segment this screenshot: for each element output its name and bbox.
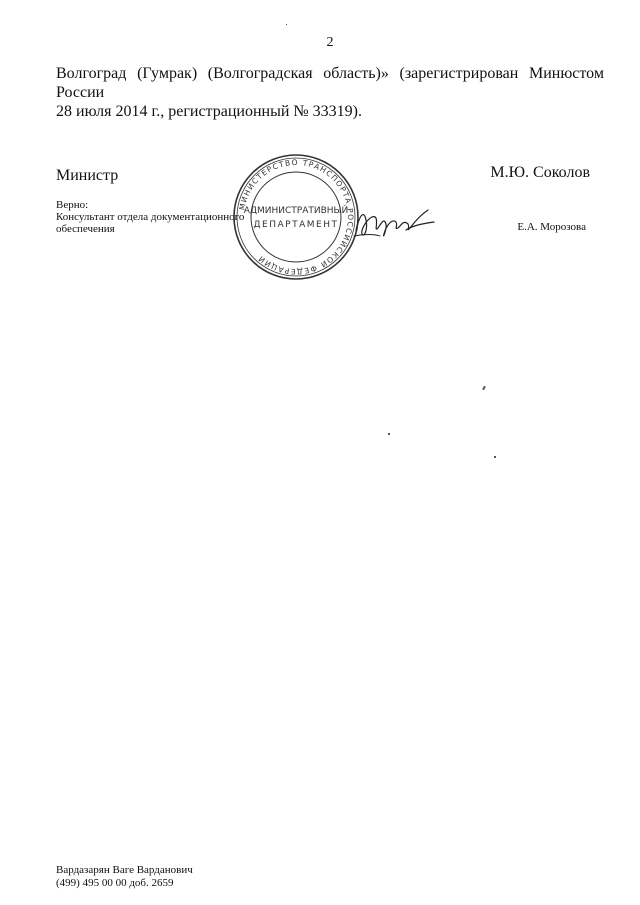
svg-text:МИНИСТЕРСТВО ТРАНСПОРТА РОССИЙ	[237, 158, 355, 276]
seal-line-2: ДЕПАРТАМЕНТ	[253, 220, 339, 230]
seal-outer-text: МИНИСТЕРСТВО ТРАНСПОРТА РОССИЙСКОЙ ФЕДЕРАЦИИ	[237, 157, 356, 277]
scan-speck	[482, 386, 486, 390]
verified-label: Верно:	[56, 199, 89, 211]
body-paragraph	[56, 64, 604, 121]
executor-block	[56, 864, 193, 890]
scan-speck	[286, 24, 287, 25]
scan-speck	[494, 456, 496, 458]
scan-speck	[388, 433, 390, 435]
certifier-position-line1: Консультант отдела документационного	[56, 211, 245, 223]
official-seal	[232, 153, 360, 281]
executor-name: Вардазарян Ваге Варданович	[56, 864, 193, 876]
signatory-title: Министр	[56, 167, 119, 184]
handwritten-signature	[350, 200, 440, 245]
certifier-position-line2: обеспечения	[56, 223, 115, 235]
seal-line-1: АДМИНИСТРАТИВНЫЙ	[243, 206, 349, 216]
certification-block	[56, 199, 244, 235]
body-line-2: 28 июля 2014 г., регистрационный № 33319).	[56, 103, 362, 120]
page-number: 2	[326, 35, 334, 50]
certifier-name: Е.А. Морозова	[517, 221, 586, 233]
signatory-name: М.Ю. Соколов	[490, 164, 590, 181]
body-line-1: Волгоград (Гумрак) (Волгоградская область)» (зарегистрирован Минюстом России	[56, 65, 604, 101]
executor-phone: (499) 495 00 00 доб. 2659	[56, 877, 174, 889]
